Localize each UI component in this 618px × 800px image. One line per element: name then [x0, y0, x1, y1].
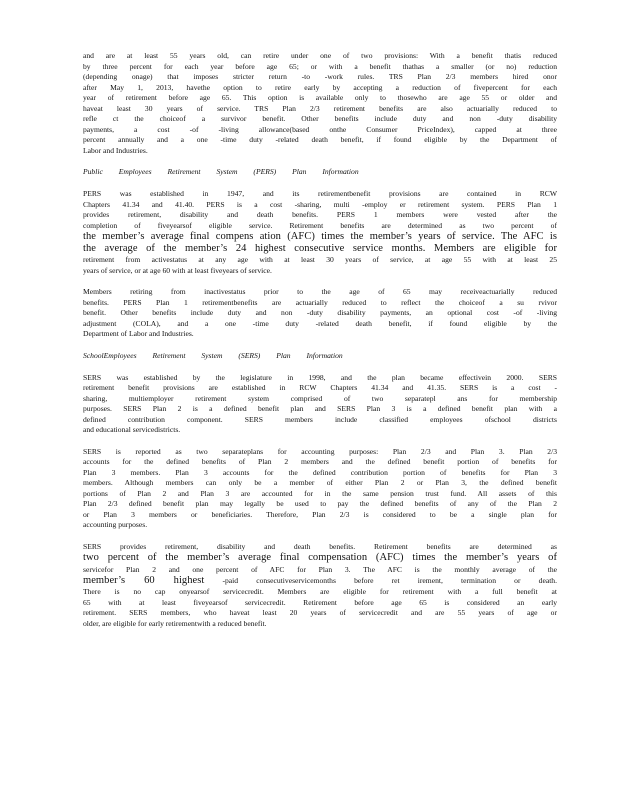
text-line: There is no cap onyearsof servicecredit. Members are eligible for retirement with a full benefit at: [83, 587, 557, 597]
text-line: the average of the member’s 24 highest consecutive service months. Members are eligible for: [83, 243, 557, 255]
text-line: PERS was established in 1947, and its retirementbenefit provisions are contained in RCW: [83, 189, 557, 198]
text-line: by three percent for each year before age 65; or with a benefit thathas a smaller (or no) reduction: [83, 61, 557, 71]
text-line: provides retirement, disability and death benefits. PERS 1 members were vested after the: [83, 210, 557, 219]
text-line: and educational servicedistricts.: [83, 425, 181, 435]
sers-section-heading: SchoolEmployees Retirement System (SERS) Plan Information: [83, 350, 343, 360]
text-line: members. Although members can only be a member of either Plan 2 or Plan 3, the defined benefit: [83, 478, 557, 488]
pers-section-heading: Public Employees Retirement System (PERS) Plan Information: [83, 167, 359, 176]
text-run: member’s 60 highest: [83, 575, 205, 587]
sers-accounting-paragraph: [83, 447, 557, 531]
text-line: (depending onage) that imposes stricter return -to -work rules. TRS Plan 2/3 members hired onor: [83, 72, 557, 81]
text-line: or Plan 3 members or beneficiaries. Therefore, Plan 2/3 is considered to be a single plan for: [83, 509, 557, 519]
text-line: after May 1, 2013, havethe option to retire early by accepting a reduction of fivepercent for each: [83, 82, 557, 92]
text-line: percent annually and a one -time duty -related death benefit, if found eligible by the Department of: [83, 135, 557, 144]
text-line: year of retirement before age 65. This option is available only to thosewho are age 55 or older and: [83, 93, 557, 102]
sers-established-paragraph: [83, 373, 557, 436]
text-line: Department of Labor and Industries.: [83, 329, 194, 339]
text-line: Members retiring from inactivestatus prior to the age of 65 may receiveactuarially reduced: [83, 287, 557, 297]
text-line: 65 with at least fiveyearsof servicecredit. Retirement before age 65 is considered an early: [83, 597, 557, 607]
text-line: older, are eligible for early retirementwith a reduced benefit.: [83, 618, 267, 628]
text-line: portions of Plan 2 and Plan 3 are accounted for in the same pension trust fund. All assets of this: [83, 488, 557, 498]
text-line: refle ct the choiceof a survivor benefit. Other benefits include duty and non -duty disability: [83, 114, 557, 123]
text-line: benefits. PERS Plan 1 retirementbenefits are actuarially reduced to reflect the choiceof a su rvivor: [83, 297, 557, 307]
text-line: retirement. SERS members, who haveat least 20 years of servicecredit and are 55 years of age or: [83, 608, 557, 618]
text-line: payments, a cost -of -living allowance(based onthe Consumer PriceIndex), capped at three: [83, 124, 557, 134]
document-page: [83, 51, 557, 629]
sers-benefits-paragraph: [83, 542, 557, 629]
text-line: retirement benefit provisions are established in RCW Chapters 41.34 and 41.35. SERS is a cost -: [83, 383, 557, 393]
text-line: accounting purposes.: [83, 520, 148, 530]
text-line: and are at least 55 years old, can retire under one of two provisions: With a benefit thatis reduced: [83, 51, 557, 60]
text-line: benefit. Other benefits include duty and non -duty disability payments, an optional cost -of -living: [83, 308, 557, 318]
text-run: -paid consecutiveservicemonths before ret irement, termination or death.: [204, 576, 557, 586]
text-line: Chapters 41.34 and 41.40. PERS is a cost -sharing, multi -employ er retirement system. PERS Plan 1: [83, 199, 557, 209]
text-line: the member’s average final compens ation (AFC) times the member’s years of service. The AFC is: [83, 231, 557, 242]
trs-retirement-paragraph: [83, 51, 557, 156]
pers-inactive-paragraph: [83, 287, 557, 340]
text-line: haveat least 30 years of service. TRS Plan 2/3 retirement benefits are also actuarially reduced to: [83, 103, 557, 113]
text-line: defined contribution component. SERS members include classified employees ofschool districts: [83, 414, 557, 424]
text-line: completion of fiveyearsof eligible service. Retirement benefits are determined as two percent of: [83, 220, 557, 230]
text-line: two percent of the member’s average final compensation (AFC) times the member’s years of: [83, 552, 557, 564]
text-line: purposes. SERS Plan 2 is a defined benefit plan and SERS Plan 3 is a defined benefit plan with a: [83, 404, 557, 414]
text-line: retirement from activestatus at any age with at least 30 years of service, at age 55 with at least 25: [83, 255, 557, 265]
text-line: Plan 2/3 defined benefit plan may legally be used to pay the defined benefits of any of the Plan 2: [83, 499, 557, 509]
text-line: SERS was established by the legislature in 1998, and the plan became effectivein 2000. SERS: [83, 372, 557, 382]
text-line: adjustment (COLA), and a one -time duty -related death benefit, if found eligible by the: [83, 318, 557, 328]
text-line: SERS is reported as two separateplans for accounting purposes: Plan 2/3 and Plan 3. Plan 2/3: [83, 446, 557, 456]
text-line: accounts for the defined benefits of Plan 2 members and the defined benefit portion of benefits for: [83, 457, 557, 467]
pers-established-paragraph: [83, 189, 557, 276]
text-line: SERS provides retirement, disability and death benefits. Retirement benefits are determined as: [83, 541, 557, 551]
text-line: sharing, multiemployer retirement system comprised of two separatepl ans for membership: [83, 393, 557, 403]
text-line: years of service, or at age 60 with at least fiveyears of service.: [83, 265, 272, 275]
text-line: Plan 3 members. Plan 3 accounts for the defined contribution portion of benefits for Plan 3: [83, 467, 557, 477]
text-line: [83, 575, 557, 587]
text-line: servicefor Plan 2 and one percent of AFC for Plan 3. The AFC is the monthly average of the: [83, 564, 557, 574]
text-line: Labor and Industries.: [83, 145, 148, 155]
